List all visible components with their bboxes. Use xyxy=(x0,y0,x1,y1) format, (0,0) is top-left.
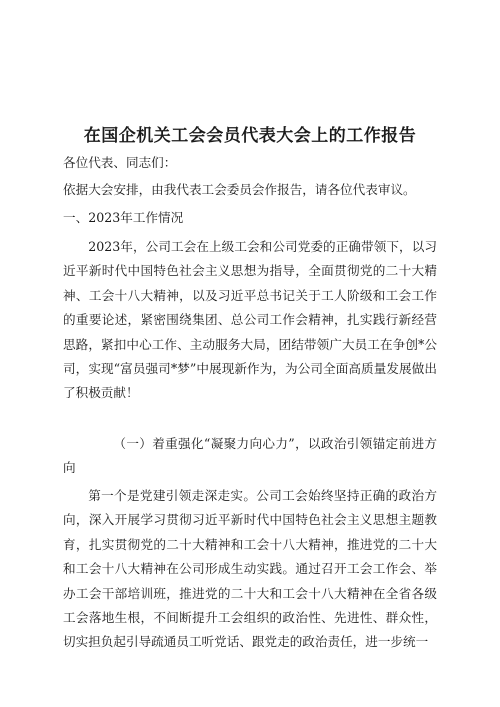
subheading-1: （一）着重强化“凝聚力向心力”，以政治引领锚定前进方向 xyxy=(63,436,437,476)
salutation: 各位代表、同志们： xyxy=(63,155,177,170)
intro-text: 依据大会安排，由我代表工会委员会作报告，请各位代表审议。 xyxy=(63,182,416,197)
document-title: 在国企机关工会会员代表大会上的工作报告 xyxy=(83,126,417,146)
body-paragraph-2: 第一个是党建引领走深走实。公司工会始终坚持正确的政治方向，深入开展学习贯彻习近平新时代中国特色社会主义思想主题教育，扎实贯彻党的二十大精神和工会十八大精神，推进党的二十大和工会十八大精神在公司形成生动实践。通过召开工会工作会、举办工会干部培训班，推进党的二十大和工会十八大精神在全省各级工会落地生根，不间断提升工会组织的政治性、先进性、群众性，切实担负起引导疏通员工听党话、跟党走的政治责任，进一步统一 xyxy=(63,488,437,650)
body-paragraph-1: 2023年，公司工会在上级工会和公司党委的正确带领下，以习近平新时代中国特色社会主义思想为指导，全面贯彻党的二十大精神、工会十八大精神，以及习近平总书记关于工人阶级和工会工作的重要论述，紧密围绕集团、总公司工作会精神，扎实践行新经营思路，紧扣中心工作、主动服务大局，团结带领广大员工在争创*公司，实现“富员强司*梦”中展现新作为，为公司全面高质量发展做出了积极贡献！ xyxy=(63,239,437,401)
section-heading: 一、2023年工作情况 xyxy=(63,210,184,225)
